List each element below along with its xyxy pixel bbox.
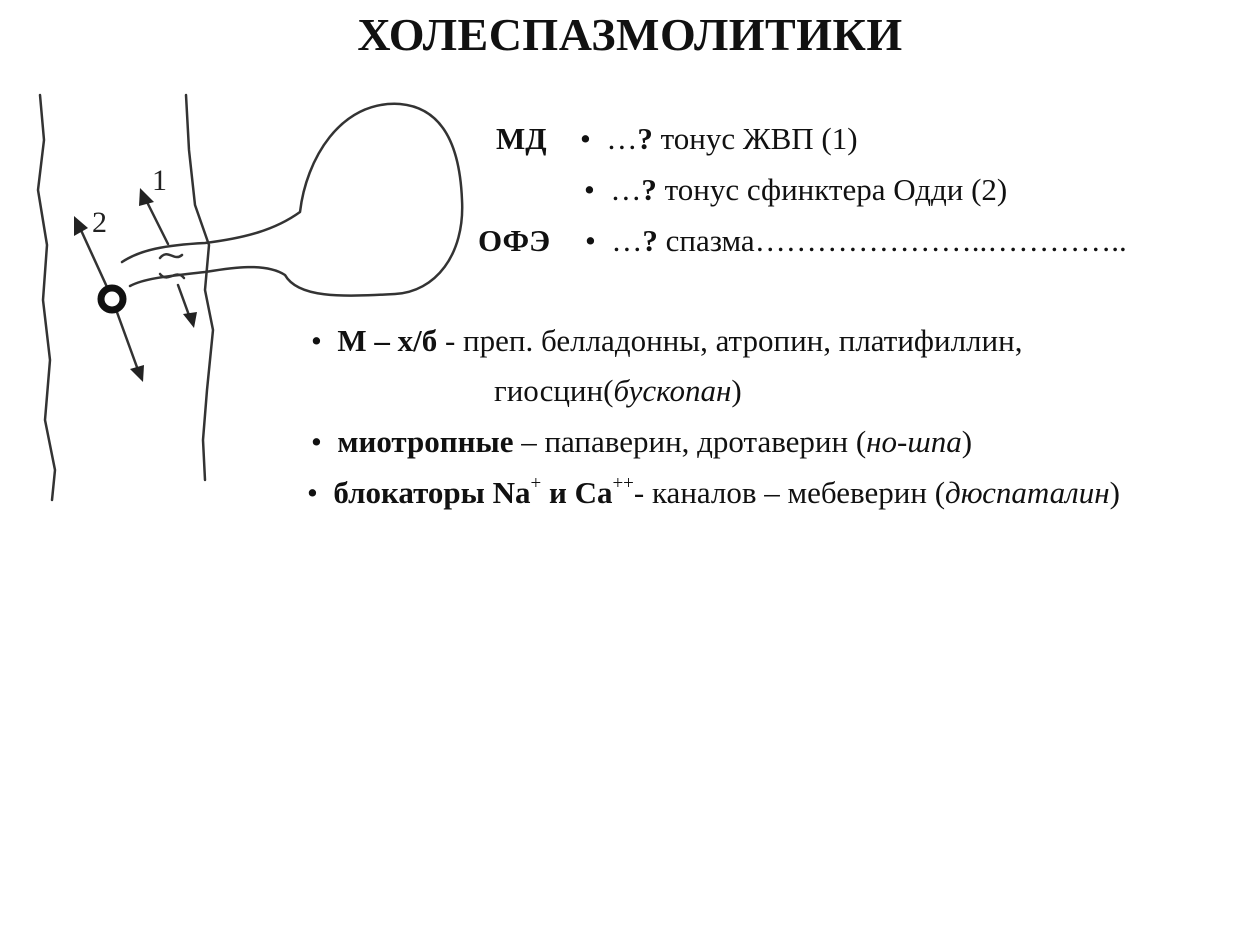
label-2: 2 <box>92 206 107 239</box>
duodenum-right-wall <box>186 95 213 480</box>
effect-item-1: • …? тонус ЖВП (1) <box>580 121 858 156</box>
drug-item-channel-blockers: • блокаторы Na+ и Ca++- каналов – мебеверин (дюспаталин) <box>307 472 1120 510</box>
drug-item-m-cholinoblockers-cont: гиосцин(бускопан) <box>494 373 742 408</box>
effect-item-3: • …? спазма…………………..………….. <box>585 223 1127 258</box>
label-1: 1 <box>152 164 167 197</box>
arrow-3 <box>114 304 138 370</box>
duct-wave <box>160 254 182 258</box>
drug-item-m-cholinoblockers: • М – х/б - преп. белладонны, атропин, платифиллин, <box>311 323 1023 358</box>
effect-item-2: • …? тонус сфинктера Одди (2) <box>584 172 1008 207</box>
slide-title: ХОЛЕСПАЗМОЛИТИКИ <box>357 9 903 60</box>
group-label-md: МД <box>496 121 547 156</box>
group-label-ofe: ОФЭ <box>478 223 551 258</box>
drug-item-myotropic: • миотропные – папаверин, дротаверин (но-шпа) <box>311 424 973 459</box>
sphincter-ring <box>101 288 123 310</box>
gallbladder-outline <box>122 104 462 296</box>
arrow-1 <box>145 198 168 244</box>
arrow-4 <box>178 285 190 318</box>
duodenum-left-wall <box>38 95 55 500</box>
